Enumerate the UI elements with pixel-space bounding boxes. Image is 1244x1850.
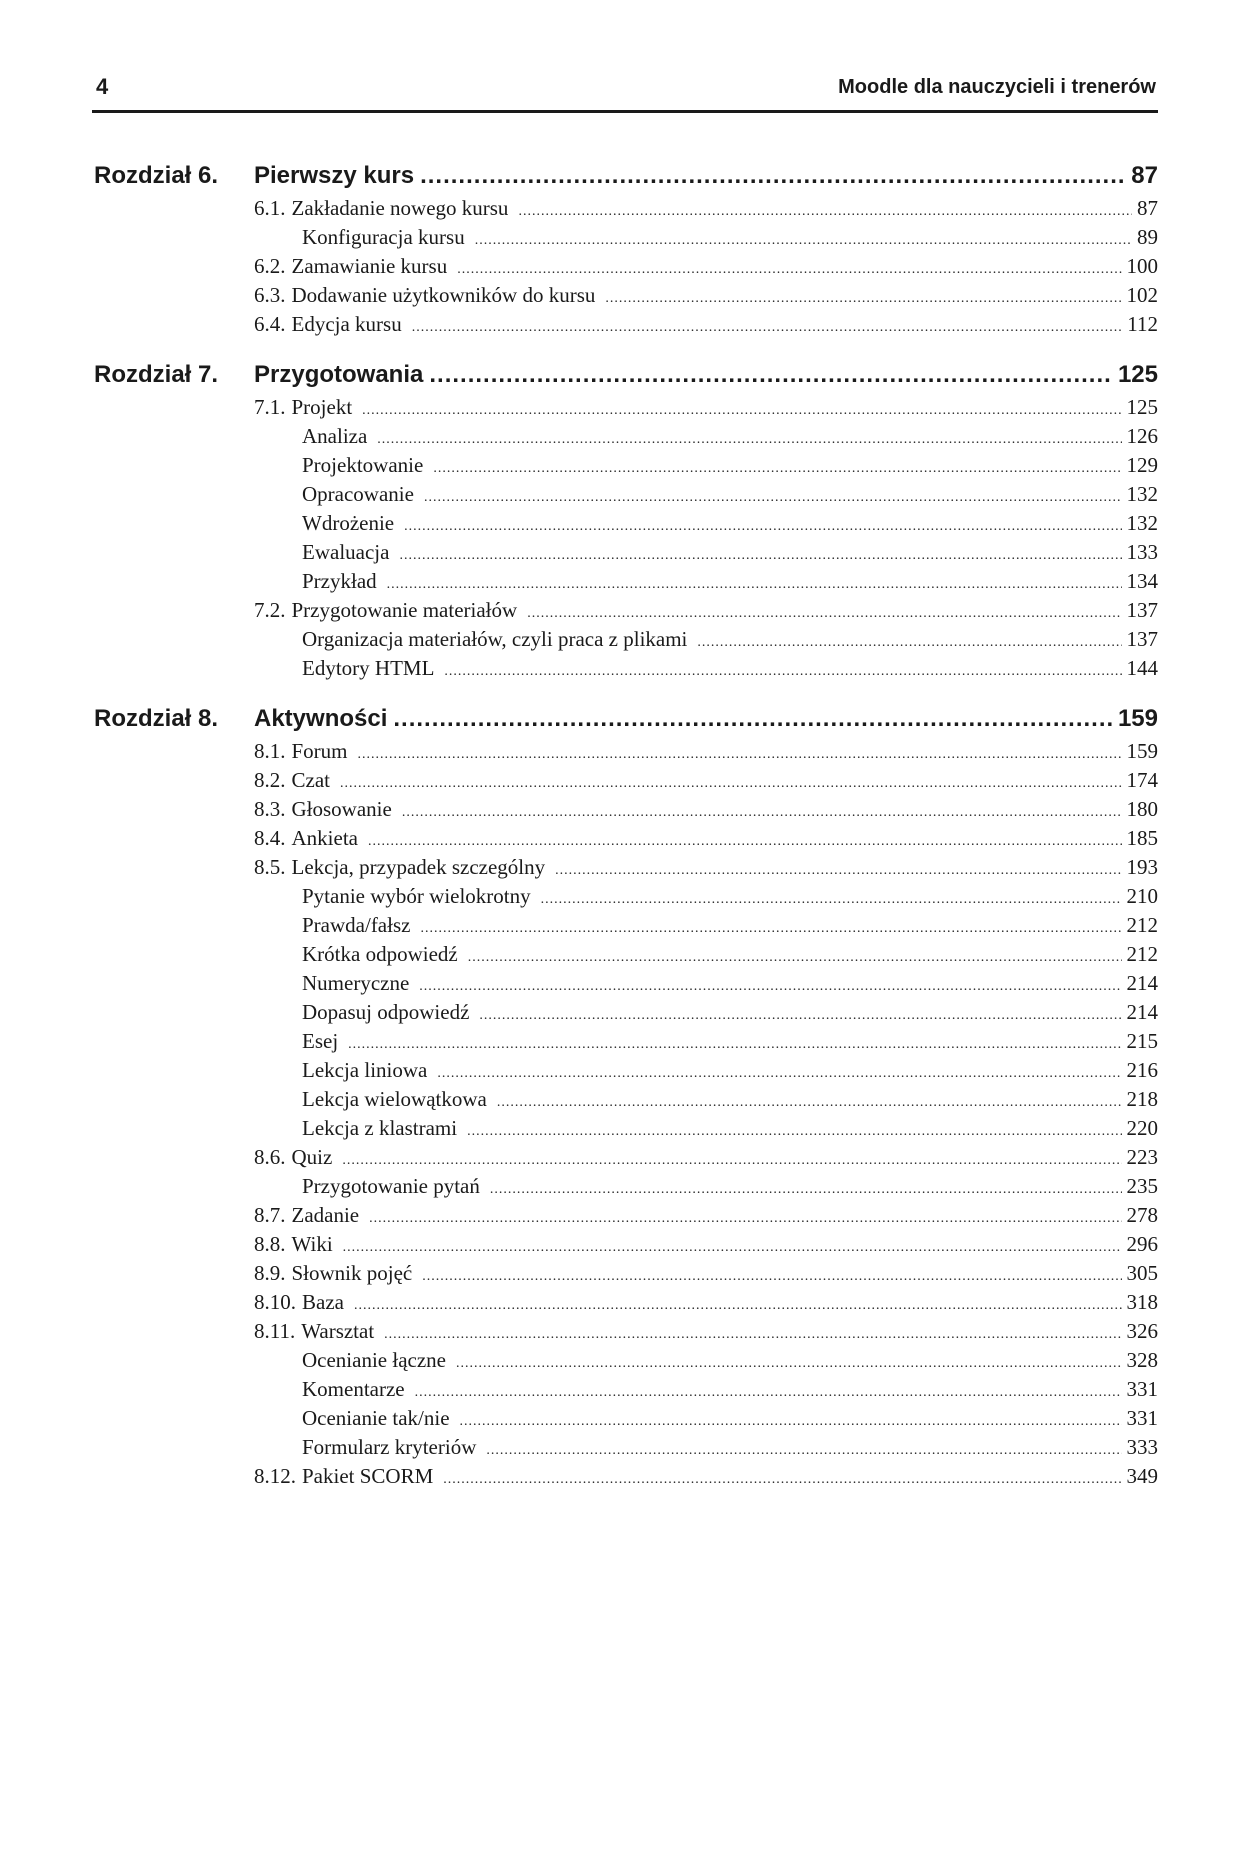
entry-title: Numeryczne <box>302 971 410 995</box>
entry-title: Czat <box>291 768 330 792</box>
entry-title: Konfiguracja kursu <box>302 225 465 249</box>
dot-leader <box>518 197 1132 226</box>
dot-leader <box>422 1262 1121 1291</box>
dot-leader <box>444 657 1121 686</box>
section-number: 8.2. <box>254 768 286 792</box>
entry-title: Przygotowanie pytań <box>302 1174 480 1198</box>
toc-section-entry[interactable] <box>92 281 1158 310</box>
toc-section-entry[interactable] <box>92 1201 1158 1230</box>
entry-page-number: 212 <box>1126 913 1158 937</box>
toc-section-entry[interactable] <box>92 1143 1158 1172</box>
entry-page-number: 218 <box>1126 1087 1158 1111</box>
toc-chapter <box>92 357 1158 683</box>
entry-title: Pytanie wybór wielokrotny <box>302 884 531 908</box>
toc-section-entry[interactable] <box>92 824 1158 853</box>
chapter-heading[interactable] <box>92 357 1158 393</box>
entry-title: Forum <box>291 739 348 763</box>
section-number: 6.3. <box>254 283 286 307</box>
entry-page-number: 125 <box>1126 395 1158 419</box>
toc-section-entry[interactable] <box>92 1317 1158 1346</box>
entry-page-number: 223 <box>1126 1145 1158 1169</box>
table-of-contents <box>92 158 1158 1509</box>
entry-page-number: 112 <box>1127 312 1158 336</box>
entry-page-number: 331 <box>1126 1377 1158 1401</box>
entry-title: Quiz <box>291 1145 333 1169</box>
entry-title: Warsztat <box>301 1319 375 1343</box>
dot-leader <box>467 1117 1121 1146</box>
toc-section-entry[interactable] <box>92 853 1158 882</box>
toc-subsection-entry[interactable] <box>92 1114 1158 1143</box>
entry-title: Wiki <box>291 1232 333 1256</box>
entry-page-number: 212 <box>1126 942 1158 966</box>
entry-title: Lekcja z klastrami <box>302 1116 458 1140</box>
entry-title: Ocenianie łączne <box>302 1348 446 1372</box>
entry-page-number: 159 <box>1126 739 1158 763</box>
toc-subsection-entry[interactable] <box>92 422 1158 451</box>
chapter-title-line <box>254 158 1158 194</box>
entry-page-number: 144 <box>1126 656 1158 680</box>
entry-title: Edytory HTML <box>302 656 435 680</box>
toc-section-entry[interactable] <box>92 1259 1158 1288</box>
entry-page-number: 278 <box>1126 1203 1158 1227</box>
entry-page-number: 215 <box>1126 1029 1158 1053</box>
dot-leader <box>697 628 1121 657</box>
dot-leader <box>369 1204 1121 1233</box>
entry-title: Formularz kryteriów <box>302 1435 477 1459</box>
section-number: 8.10. <box>254 1290 296 1314</box>
dot-leader <box>605 284 1121 313</box>
entry-page-number: 100 <box>1126 254 1158 278</box>
entry-page-number: 296 <box>1126 1232 1158 1256</box>
entry-title: Głosowanie <box>291 797 392 821</box>
section-number: 8.7. <box>254 1203 286 1227</box>
toc-subsection-entry[interactable] <box>92 1085 1158 1114</box>
toc-section-entry[interactable] <box>92 393 1158 422</box>
section-number: 7.1. <box>254 395 286 419</box>
dot-leader <box>527 599 1121 628</box>
entry-title: Projekt <box>291 395 353 419</box>
chapter-title-line <box>254 357 1158 393</box>
chapter-page-number: 87 <box>1131 162 1158 189</box>
dot-leader <box>412 313 1123 342</box>
entry-page-number: 134 <box>1126 569 1158 593</box>
entry-title: Edycja kursu <box>291 312 402 336</box>
dot-leader <box>342 1146 1121 1175</box>
chapter-heading[interactable] <box>92 158 1158 194</box>
entry-title: Analiza <box>302 424 368 448</box>
toc-section-entry[interactable] <box>92 194 1158 223</box>
dot-leader <box>457 255 1121 284</box>
section-number: 8.1. <box>254 739 286 763</box>
entry-page-number: 214 <box>1126 971 1158 995</box>
section-number: 6.1. <box>254 196 286 220</box>
toc-subsection-entry[interactable] <box>92 998 1158 1027</box>
toc-section-entry[interactable] <box>92 310 1158 339</box>
entry-title: Wdrożenie <box>302 511 395 535</box>
dot-leader <box>402 798 1122 827</box>
toc-subsection-entry[interactable] <box>92 1433 1158 1462</box>
entry-title: Organizacja materiałów, czyli praca z plikami <box>302 627 688 651</box>
entry-title: Krótka odpowiedź <box>302 942 458 966</box>
entry-page-number: 193 <box>1126 855 1158 879</box>
chapter-title: Pierwszy kurs <box>254 162 415 189</box>
dot-leader <box>348 1030 1121 1059</box>
chapter-label: Rozdział 7. <box>94 361 219 388</box>
toc-subsection-entry[interactable] <box>92 882 1158 911</box>
entry-title: Przykład <box>302 569 377 593</box>
toc-subsection-entry[interactable] <box>92 654 1158 683</box>
section-number: 8.11. <box>254 1319 296 1343</box>
toc-section-entry[interactable] <box>92 737 1158 766</box>
entry-title: Ewaluacja <box>302 540 390 564</box>
toc-section-entry[interactable] <box>92 1288 1158 1317</box>
entry-page-number: 210 <box>1126 884 1158 908</box>
dot-leader <box>555 856 1121 885</box>
entry-page-number: 87 <box>1137 196 1158 220</box>
entry-title: Dopasuj odpowiedź <box>302 1000 470 1024</box>
chapter-title: Aktywności <box>254 705 388 732</box>
toc-subsection-entry[interactable] <box>92 625 1158 654</box>
entry-page-number: 328 <box>1126 1348 1158 1372</box>
dot-leader <box>456 1349 1122 1378</box>
toc-chapter <box>92 158 1158 339</box>
entry-page-number: 214 <box>1126 1000 1158 1024</box>
section-number: 8.12. <box>254 1464 296 1488</box>
section-number: 6.2. <box>254 254 286 278</box>
dot-leader <box>415 1378 1122 1407</box>
entry-page-number: 331 <box>1126 1406 1158 1430</box>
dot-leader <box>404 512 1121 541</box>
dot-leader <box>340 769 1122 798</box>
section-number: 8.5. <box>254 855 286 879</box>
dot-leader <box>358 740 1122 769</box>
toc-chapter <box>92 701 1158 1491</box>
chapter-heading[interactable] <box>92 701 1158 737</box>
entry-page-number: 89 <box>1137 225 1158 249</box>
dot-leader <box>429 357 1112 393</box>
dot-leader <box>437 1059 1121 1088</box>
toc-section-entry[interactable] <box>92 1230 1158 1259</box>
toc-section-entry[interactable] <box>92 596 1158 625</box>
entry-title: Zadanie <box>291 1203 360 1227</box>
running-title: Moodle dla nauczycieli i trenerów <box>838 76 1156 98</box>
entry-title: Dodawanie użytkowników do kursu <box>291 283 596 307</box>
entry-page-number: 318 <box>1126 1290 1158 1314</box>
toc-section-entry[interactable] <box>92 1462 1158 1491</box>
entry-page-number: 174 <box>1126 768 1158 792</box>
section-number: 8.4. <box>254 826 286 850</box>
entry-page-number: 305 <box>1126 1261 1158 1285</box>
entry-page-number: 185 <box>1126 826 1158 850</box>
dot-leader <box>475 226 1132 255</box>
dot-leader <box>343 1233 1122 1262</box>
toc-subsection-entry[interactable] <box>92 940 1158 969</box>
dot-leader <box>420 914 1121 943</box>
entry-title: Prawda/fałsz <box>302 913 411 937</box>
dot-leader <box>443 1465 1121 1494</box>
dot-leader <box>384 1320 1121 1349</box>
dot-leader <box>497 1088 1122 1117</box>
dot-leader <box>387 570 1122 599</box>
toc-subsection-entry[interactable] <box>92 1056 1158 1085</box>
entry-page-number: 235 <box>1126 1174 1158 1198</box>
section-number: 8.3. <box>254 797 286 821</box>
entry-page-number: 137 <box>1126 598 1158 622</box>
toc-subsection-entry[interactable] <box>92 567 1158 596</box>
entry-title: Zamawianie kursu <box>291 254 448 278</box>
toc-subsection-entry[interactable] <box>92 223 1158 252</box>
entry-page-number: 180 <box>1126 797 1158 821</box>
dot-leader <box>486 1436 1121 1465</box>
entry-title: Lekcja wielowątkowa <box>302 1087 487 1111</box>
entry-title: Projektowanie <box>302 453 424 477</box>
dot-leader <box>368 827 1122 856</box>
dot-leader <box>362 396 1121 425</box>
entry-page-number: 220 <box>1126 1116 1158 1140</box>
entry-page-number: 133 <box>1126 540 1158 564</box>
dot-leader <box>419 972 1121 1001</box>
dot-leader <box>460 1407 1122 1436</box>
toc-section-entry[interactable] <box>92 252 1158 281</box>
page-header <box>92 72 1158 113</box>
entry-page-number: 129 <box>1126 453 1158 477</box>
toc-subsection-entry[interactable] <box>92 1346 1158 1375</box>
chapter-page-number: 125 <box>1117 361 1158 388</box>
toc-subsection-entry[interactable] <box>92 1172 1158 1201</box>
entry-title: Baza <box>302 1290 344 1314</box>
entry-title: Ocenianie tak/nie <box>302 1406 450 1430</box>
entry-title: Zakładanie nowego kursu <box>291 196 509 220</box>
section-number: 6.4. <box>254 312 286 336</box>
entry-page-number: 126 <box>1126 424 1158 448</box>
chapter-page-number: 159 <box>1117 705 1158 732</box>
dot-leader <box>468 943 1122 972</box>
toc-section-entry[interactable] <box>92 766 1158 795</box>
dot-leader <box>541 885 1122 914</box>
toc-subsection-entry[interactable] <box>92 1375 1158 1404</box>
dot-leader <box>424 483 1122 512</box>
section-number: 8.9. <box>254 1261 286 1285</box>
toc-subsection-entry[interactable] <box>92 538 1158 567</box>
chapter-title-line <box>254 701 1158 737</box>
entry-title: Ankieta <box>291 826 358 850</box>
entry-title: Słownik pojęć <box>291 1261 413 1285</box>
entry-title: Lekcja, przypadek szczególny <box>291 855 546 879</box>
toc-subsection-entry[interactable] <box>92 1027 1158 1056</box>
entry-title: Komentarze <box>302 1377 405 1401</box>
toc-subsection-entry[interactable] <box>92 509 1158 538</box>
dot-leader <box>399 541 1121 570</box>
entry-title: Pakiet SCORM <box>302 1464 434 1488</box>
section-number: 8.6. <box>254 1145 286 1169</box>
toc-subsection-entry[interactable] <box>92 969 1158 998</box>
dot-leader <box>433 454 1121 483</box>
toc-subsection-entry[interactable] <box>92 480 1158 509</box>
chapter-label: Rozdział 8. <box>94 705 219 732</box>
chapter-title: Przygotowania <box>254 361 424 388</box>
entry-page-number: 102 <box>1126 283 1158 307</box>
section-number: 7.2. <box>254 598 286 622</box>
chapter-label: Rozdział 6. <box>94 162 219 189</box>
entry-title: Esej <box>302 1029 339 1053</box>
dot-leader <box>393 701 1112 737</box>
entry-page-number: 349 <box>1126 1464 1158 1488</box>
entry-page-number: 216 <box>1126 1058 1158 1082</box>
dot-leader <box>354 1291 1122 1320</box>
entry-title: Przygotowanie materiałów <box>291 598 518 622</box>
toc-subsection-entry[interactable] <box>92 1404 1158 1433</box>
dot-leader <box>377 425 1121 454</box>
entry-page-number: 132 <box>1126 511 1158 535</box>
entry-page-number: 132 <box>1126 482 1158 506</box>
section-number: 8.8. <box>254 1232 286 1256</box>
toc-section-entry[interactable] <box>92 795 1158 824</box>
page-number: 4 <box>96 74 109 99</box>
entry-page-number: 137 <box>1126 627 1158 651</box>
entry-page-number: 333 <box>1126 1435 1158 1459</box>
toc-subsection-entry[interactable] <box>92 451 1158 480</box>
entry-page-number: 326 <box>1126 1319 1158 1343</box>
dot-leader <box>490 1175 1122 1204</box>
dot-leader <box>420 158 1125 194</box>
toc-subsection-entry[interactable] <box>92 911 1158 940</box>
entry-title: Opracowanie <box>302 482 414 506</box>
entry-title: Lekcja liniowa <box>302 1058 428 1082</box>
dot-leader <box>479 1001 1121 1030</box>
